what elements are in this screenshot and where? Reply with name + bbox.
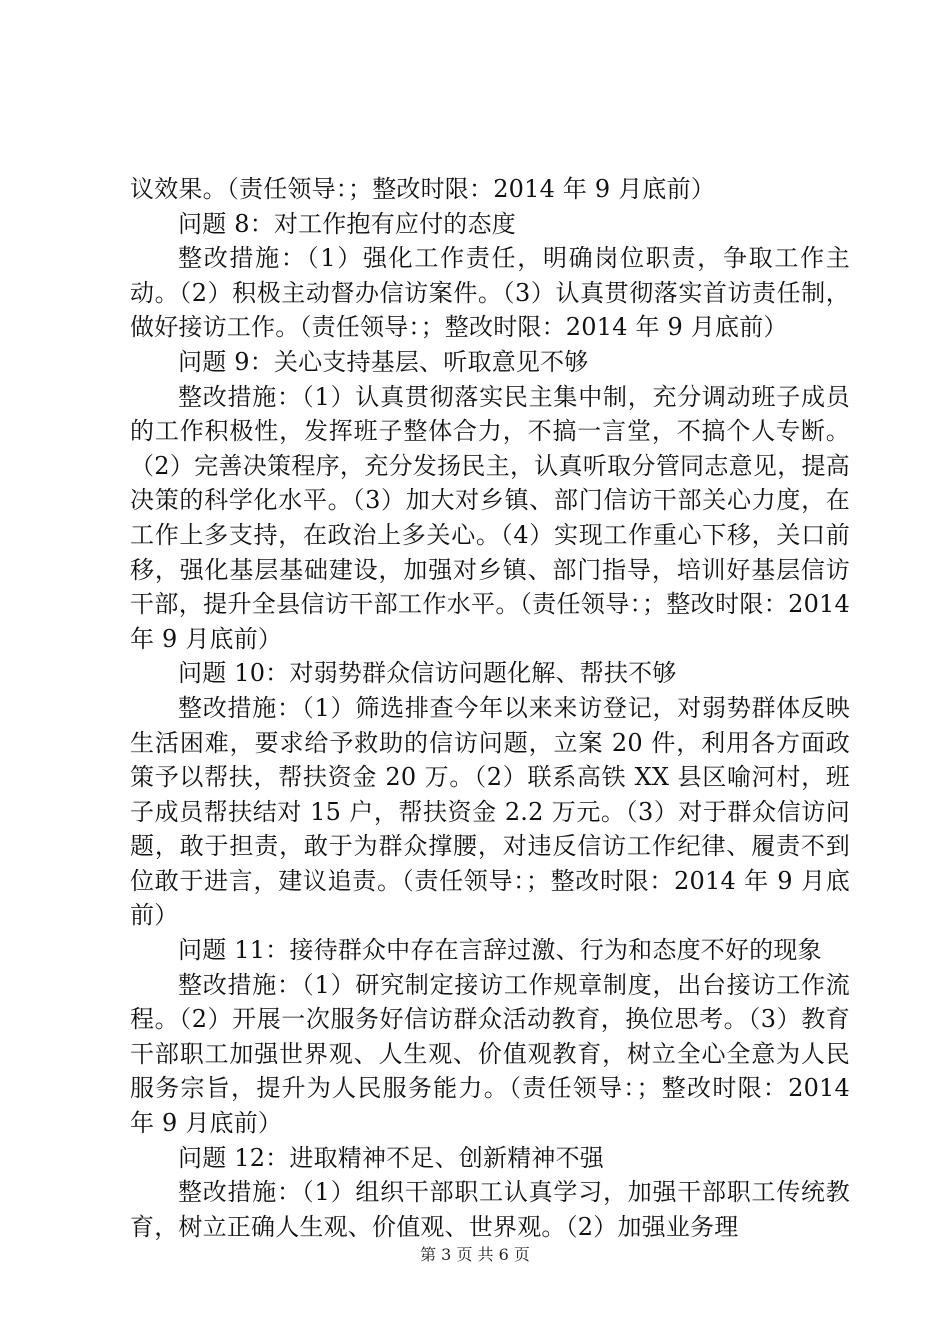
- document-body: [130, 172, 850, 1244]
- measures-paragraph-9: 整改措施：（1）认真贯彻落实民主集中制，充分调动班子成员的工作积极性，发挥班子整体合力，不搞一言堂，不搞个人专断。（2）完善决策程序，充分发扬民主，认真听取分管同志意见，提高决策的科学化水平。（3）加大对乡镇、部门信访干部关心力度，在工作上多支持，在政治上多关心。（4）实现工作重心下移，关口前移，强化基层基础建设，加强对乡镇、部门指导，培训好基层信访干部，提升全县信访干部工作水平。（责任领导：；整改时限：2014 年 9 月底前）: [130, 382, 850, 653]
- page-number-footer: 第 3 页 共 6 页: [420, 1245, 530, 1264]
- issue-heading-9: 问题 9：关心支持基层、听取意见不够: [178, 347, 589, 376]
- paragraph-continuation: 议效果。（责任领导：；整改时限：2014 年 9 月底前）: [130, 175, 716, 203]
- measures-paragraph-11: 整改措施：（1）研究制定接访工作规章制度，出台接访工作流程。（2）开展一次服务好信访群众活动教育，换位思考。（3）教育干部职工加强世界观、人生观、价值观教育，树立全心全意为人民服务宗旨，提升为人民服务能力。（责任领导：；整改时限：2014 年 9 月底前）: [130, 970, 850, 1138]
- issue-heading-11: 问题 11：接待群众中存在言辞过激、行为和态度不好的现象: [178, 936, 822, 965]
- measures-paragraph-10: 整改措施：（1）筛选排查今年以来来访登记，对弱势群体反映生活困难，要求给予救助的信访问题，立案 20 件，利用各方面政策予以帮扶，帮扶资金 20 万。（2）联系高铁 XX 县区喻河村，班子成员帮扶结对 15 户，帮扶资金 2.2 万元。（3）对于群众信访问题，敢于担责，敢于为群众撑腰，对违反信访工作纪律、履责不到位敢于进言，建议追责。（责任领导：；整改时限：2014 年 9 月底前）: [130, 693, 850, 930]
- measures-paragraph-8: 整改措施：（1）强化工作责任，明确岗位职责，争取工作主动。（2）积极主动督办信访案件。（3）认真贯彻落实首访责任制，做好接访工作。（责任领导：；整改时限：2014 年 9 月底前）: [130, 244, 850, 342]
- measures-paragraph-12: 整改措施：（1）组织干部职工认真学习，加强干部职工传统教育，树立正确人生观、价值观、世界观。（2）加强业务理: [130, 1178, 850, 1241]
- issue-heading-10: 问题 10：对弱势群众信访问题化解、帮扶不够: [178, 659, 677, 688]
- issue-heading-8: 问题 8：对工作抱有应付的态度: [178, 209, 516, 238]
- issue-heading-12: 问题 12：进取精神不足、创新精神不强: [178, 1143, 604, 1172]
